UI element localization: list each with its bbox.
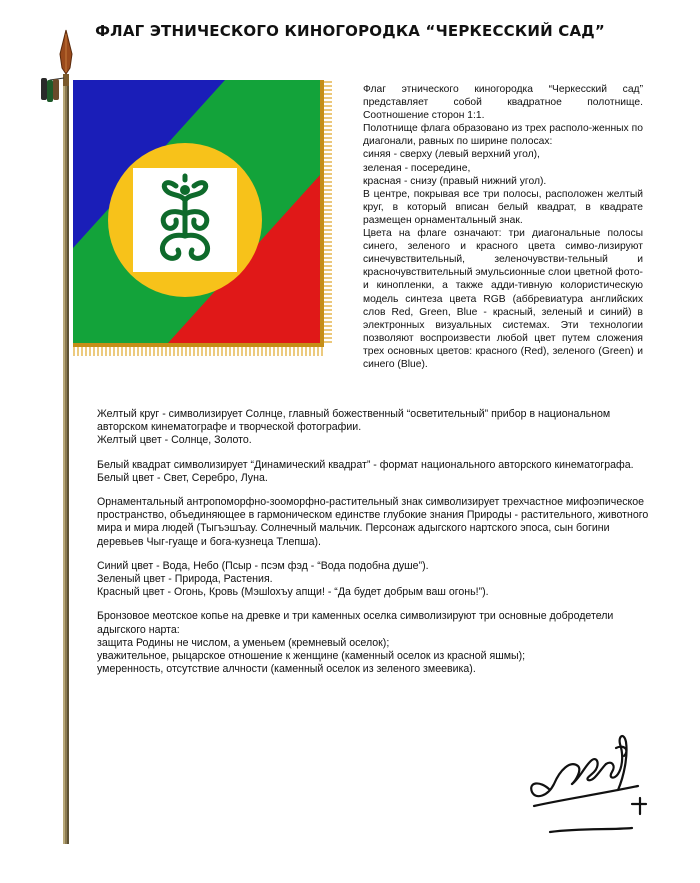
paragraph-spear [97, 610, 652, 676]
description-line: В центре, покрывая все три полосы, расположен желтый круг, в который вписан белый квадрат, в квадрате размещен орнаментальный знак. [363, 188, 643, 226]
paragraph-white-square [97, 459, 652, 485]
signature-icon [520, 720, 670, 850]
text-line: Красный цвет - Огонь, Кровь (Мэшlохъу апщи! - “Да будет добрым ваш огонь!”). [97, 586, 489, 599]
text-line: Зеленый цвет - Природа, Растения. [97, 573, 273, 586]
text-line: Бронзовое меотское копье на древке и три каменных оселка символизируют три основные добродетели адыгского нарта: [97, 610, 614, 636]
flag-description [363, 83, 643, 371]
text-line: Орнаментальный антропоморфно-зооморфно-растительный знак символизирует трехчастное мифоэпическое пространство, объединяющее в гармоническом единстве глубокие знания Природы - растительного, животного мира и мира людей (Тыгъэшъау. Солнечный мальчик. Персонаж адыгского нартского эпоса, сын богини деревьев Чыг-гуаще и бога-кузнеца Тлепша). [97, 496, 649, 548]
text-line: Белый квадрат символизирует “Динамический квадрат” - формат национального авторского кинематографа. [97, 458, 634, 471]
description-line: Флаг этнического киногородка “Черкесский сад” представляет собой квадратное полотнище. Соотношение сторон 1:1. [363, 84, 643, 122]
text-line: Желтый круг - символизирует Солнце, главный божественный “осветительный” прибор в национальном авторском кинематографе и творческой фотографии. [97, 408, 611, 434]
description-line: красная - снизу (правый нижний угол). [363, 175, 547, 187]
description-line: синяя - сверху (левый верхний угол), [363, 149, 540, 161]
text-line: уважительное, рыцарское отношение к женщине (каменный оселок из красной яшмы); [97, 650, 526, 663]
text-line: умеренность, отсутствие алчности (каменный оселок из зеленого змеевика). [97, 663, 476, 676]
paragraph-colors [97, 560, 652, 600]
flag-pole [63, 84, 69, 844]
description-line: зеленая - посередине, [363, 162, 471, 174]
paragraph-ornament [97, 496, 652, 549]
text-line: Синий цвет - Вода, Небо (Псыр - псэм фэд - “Вода подобна душе”). [97, 559, 429, 572]
text-line: защита Родины не числом, а уменьем (кремневый оселок); [97, 636, 390, 649]
text-line: Белый цвет - Свет, Серебро, Луна. [97, 471, 268, 484]
description-line: Полотнище флага образовано из трех располо-женных по диагонали, равных по ширине полосах: [363, 123, 643, 148]
text-line: Желтый цвет - Солнце, Золото. [97, 434, 252, 447]
spear-head-icon [60, 30, 72, 86]
page-title: ФЛАГ ЭТНИЧЕСКОГО КИНОГОРОДКА “ЧЕРКЕССКИЙ САД” [95, 22, 605, 40]
symbolism-text [97, 408, 652, 687]
whetstones-icon [41, 78, 64, 102]
description-line: Цвета на флаге означают: три диагональные полосы синего, зеленого и красного цвета симво-лизируют синечувствительный, зеленочувстви-тельный и красночувствительный эмульсионные слои цветной фото- и кинопленки, а также адди-тивную колористическую модель синтеза цвета RGB (аббревиатура английских слов Red, Green, Blue - красный, зеленый и синий) в электронных визуальных системах. Эти технологии позволяют воспроизвести любой цвет путем сложения трех основных цветов: красного (Red), зеленого (Green) и синего (Blue). [363, 228, 643, 370]
paragraph-yellow-circle [97, 408, 652, 448]
